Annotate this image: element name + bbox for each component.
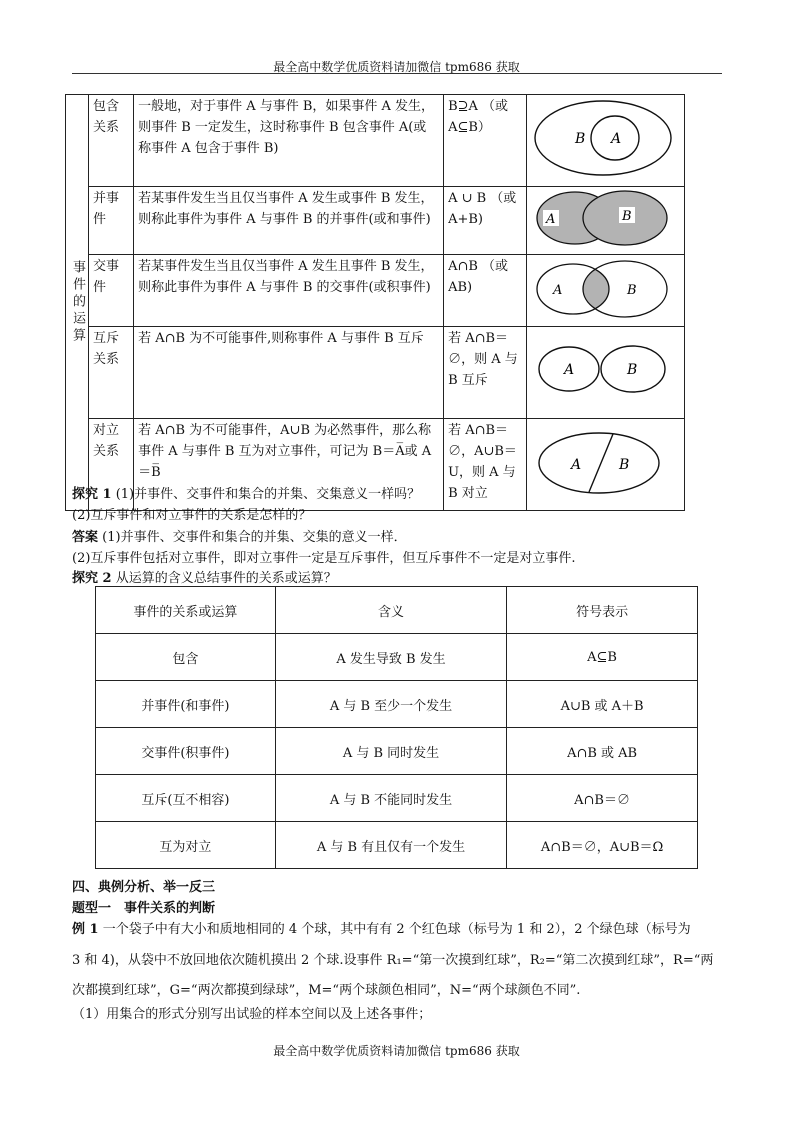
- diagram-complementary: [526, 419, 684, 511]
- table-row: 互为对立 A 与 B 有且仅有一个发生 A∩B＝∅，A∪B＝Ω: [96, 822, 698, 869]
- explore-1-line2: (2)互斥事件和对立事件的关系是怎样的？: [72, 508, 312, 523]
- table-row: 包含 A 发生导致 B 发生 A⊆B: [96, 634, 698, 681]
- explore-1-label: 探究 1: [72, 487, 112, 502]
- answer-line2: (2)互斥事件包括对立事件，即对立事件一定是互斥事件，但互斥事件不一定是对立事件.: [72, 551, 576, 566]
- relations-summary-table: [95, 586, 698, 869]
- answer-line1: 答案 (1)并事件、交事件和集合的并集、交集的意义一样．: [72, 530, 407, 545]
- example-1-line4: （1）用集合的形式分别写出试验的样本空间以及上述各事件；: [72, 1007, 432, 1022]
- answer-label: 答案: [72, 530, 99, 545]
- event-operations-table: [65, 94, 685, 511]
- diagram-mutually-exclusive: [526, 327, 684, 419]
- diagram-union: [526, 187, 684, 255]
- example-1-label: 例 1: [72, 922, 99, 937]
- diagram-label: A: [570, 457, 581, 473]
- table-header: 含义: [275, 587, 506, 634]
- row-symbol: B⊇A （或 A⊆B）: [444, 95, 527, 187]
- table-header: 符号表示: [507, 587, 698, 634]
- row-name: 互斥关系: [89, 327, 134, 419]
- diagram-label: A: [545, 212, 556, 227]
- example-1-line1: 例 1 一个袋子中有大小和质地相同的 4 个球，其中有有 2 个红色球（标号为 1 和 2），2 个绿色球（标号为: [72, 922, 691, 937]
- page-footer: 最全高中数学优质资料请加微信 tpm686 获取: [273, 1044, 520, 1058]
- row-desc: 若某事件发生当且仅当事件 A 发生或事件 B 发生，则称此事件为事件 A 与事件 B 的并事件(或和事件): [134, 187, 444, 255]
- diagram-label: A: [610, 131, 621, 147]
- explore-2: 探究 2 从运算的含义总结事件的关系或运算？: [72, 571, 337, 586]
- row-name: 包含关系: [89, 95, 134, 187]
- diagram-inclusion: [526, 95, 684, 187]
- row-desc: 若某事件发生当且仅当事件 A 发生且事件 B 发生，则称此事件为事件 A 与事件 B 的交事件(或积事件): [134, 255, 444, 327]
- diagram-label: B: [621, 209, 632, 224]
- diagram-label: B: [618, 457, 630, 473]
- diagram-label: B: [574, 131, 586, 147]
- section-heading: 四、典例分析、举一反三: [72, 880, 216, 895]
- row-desc: 若 A∩B 为不可能事件,则称事件 A 与事件 B 互斥: [134, 327, 444, 419]
- table-header: 事件的关系或运算: [96, 587, 276, 634]
- example-1-line2: 3 和 4)，从袋中不放回地依次随机摸出 2 个球.设事件 R₁=“第一次摸到红球”，R₂=“第二次摸到红球”，R=“两: [72, 953, 714, 968]
- explore-2-label: 探究 2: [72, 571, 112, 586]
- example-1-line3: 次都摸到红球”，G=“两次都摸到绿球”，M=“两个球颜色相同”，N=“两个球颜色不同”.: [72, 983, 581, 998]
- header-divider: [72, 73, 722, 74]
- group-label: 事件的运算: [66, 95, 89, 511]
- table-row: 互斥(互不相容) A 与 B 不能同时发生 A∩B＝∅: [96, 775, 698, 822]
- row-symbol: A ∪ B （或 A+B): [444, 187, 527, 255]
- row-desc: 一般地，对于事件 A 与事件 B，如果事件 A 发生，则事件 B 一定发生，这时称事件 B 包含事件 A(或称事件 A 包含于事件 B): [134, 95, 444, 187]
- row-name: 对立关系: [89, 419, 134, 511]
- diagram-label: B: [626, 362, 638, 378]
- row-name: 交事件: [89, 255, 134, 327]
- diagram-label: A: [552, 283, 563, 298]
- row-symbol: 若 A∩B＝∅，A∪B＝U，则 A 与 B 对立: [444, 419, 527, 511]
- diagram-label: B: [626, 283, 637, 298]
- row-symbol: A∩B （或 AB): [444, 255, 527, 327]
- topic-heading: 题型一 事件关系的判断: [72, 901, 216, 916]
- row-desc: 若 A∩B 为不可能事件，A∪B 为必然事件，那么称事件 A 与事件 B 互为对立事件，可记为 B＝A̅或 A＝B̅: [134, 419, 444, 511]
- table-row: 并事件(和事件) A 与 B 至少一个发生 A∪B 或 A＋B: [96, 681, 698, 728]
- row-symbol: 若 A∩B＝∅，则 A 与 B 互斥: [444, 327, 527, 419]
- row-name: 并事件: [89, 187, 134, 255]
- diagram-intersection: [526, 255, 684, 327]
- table-row: 交事件(积事件) A 与 B 同时发生 A∩B 或 AB: [96, 728, 698, 775]
- diagram-label: A: [563, 362, 574, 378]
- explore-1-line1: 探究 1 (1)并事件、交事件和集合的并集、交集意义一样吗？: [72, 487, 421, 502]
- page-header: 最全高中数学优质资料请加微信 tpm686 获取: [273, 60, 520, 74]
